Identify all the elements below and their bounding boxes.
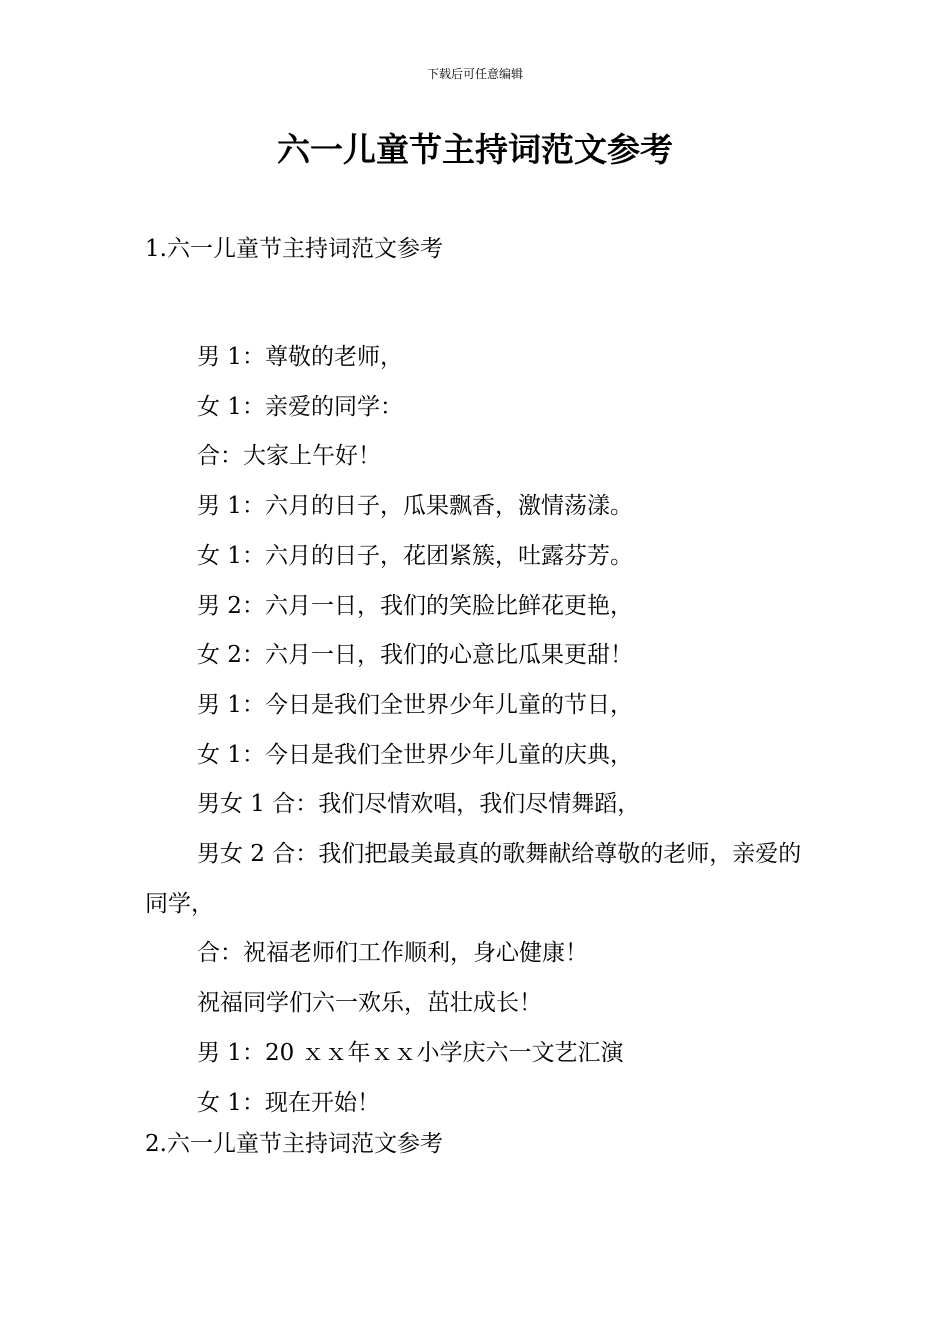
script-line: 男 2：六月一日，我们的笑脸比鲜花更艳，: [197, 592, 633, 619]
script-line: 女 1：今日是我们全世界少年儿童的庆典，: [197, 741, 633, 768]
script-line: 女 1：六月的日子，花团紧簇，吐露芬芳。: [197, 542, 633, 569]
script-line: 男女 1 合：我们尽情欢唱，我们尽情舞蹈，: [197, 791, 641, 818]
script-line: 男 1：20 ｘｘ年ｘｘ小学庆六一文艺汇演: [197, 1039, 624, 1066]
script-line: 女 1：现在开始！: [197, 1089, 380, 1116]
script-line: 女 2：六月一日，我们的心意比瓜果更甜！: [197, 642, 633, 669]
section-heading-1: 1.六一儿童节主持词范文参考: [145, 236, 443, 262]
script-line: 男 1：今日是我们全世界少年儿童的节日，: [197, 691, 633, 718]
script-line: 男女 2 合：我们把最美最真的歌舞献给尊敬的老师，亲爱的同学，: [145, 841, 802, 917]
header-note: 下载后可任意编辑: [426, 67, 523, 81]
script-line: 合：大家上午好！: [197, 443, 381, 470]
script-line: 合：祝福老师们工作顺利，身心健康！: [197, 940, 588, 967]
script-dialogue: [145, 333, 815, 1128]
script-line: 祝福同学们六一欢乐，茁壮成长！: [197, 990, 542, 1017]
script-line: 男 1：尊敬的老师，: [197, 344, 403, 370]
script-line: 男 1：六月的日子，瓜果飘香，激情荡漾。: [197, 493, 633, 520]
document-title: 六一儿童节主持词范文参考: [277, 130, 673, 169]
script-line: 女 1：亲爱的同学：: [197, 393, 403, 420]
section-heading-2: 2.六一儿童节主持词范文参考: [145, 1131, 443, 1157]
